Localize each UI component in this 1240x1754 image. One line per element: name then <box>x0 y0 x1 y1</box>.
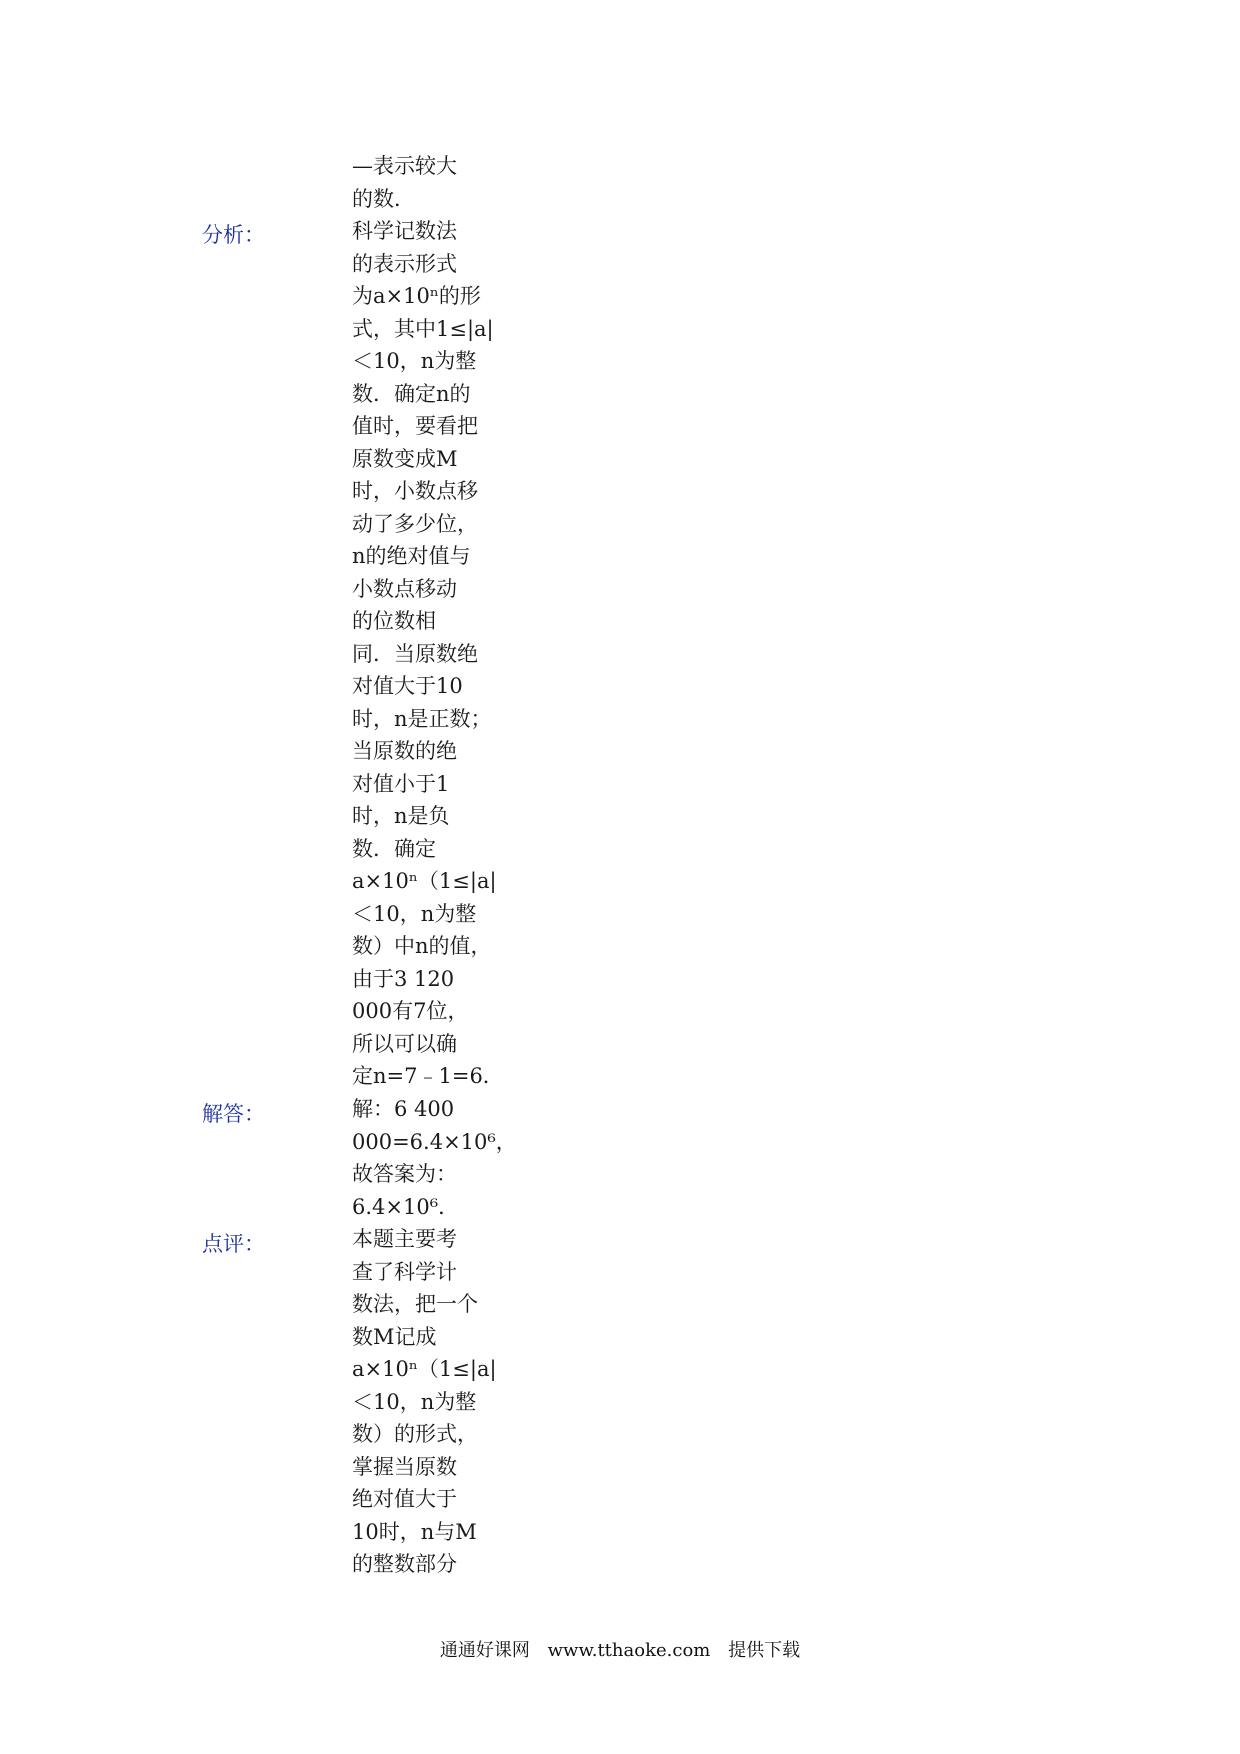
text-line: 掌握当原数 <box>352 1454 457 1479</box>
text-line: 同．当原数绝 <box>352 641 478 666</box>
text-line: 故答案为： <box>352 1162 457 1186</box>
text-line: 动了多少位， <box>352 511 478 536</box>
text-line: 000有7位， <box>352 999 469 1023</box>
text-line: 000=6.4×10⁶， <box>352 1129 517 1154</box>
text-line: 数．确定n的 <box>352 381 471 406</box>
text-line: 对值大于10 <box>352 674 463 698</box>
analysis-label: 分析： <box>202 223 265 247</box>
text-line: 科学记数法 <box>352 219 457 243</box>
text-line: 数）中n的值， <box>352 934 492 958</box>
text-line: 数）的形式， <box>352 1422 478 1446</box>
text-line: 数．确定 <box>352 836 436 861</box>
answer-label: 解答： <box>202 1102 265 1126</box>
text-line: a×10ⁿ（1≤|a| <box>352 869 497 893</box>
text-line: 所以可以确 <box>352 1031 457 1056</box>
text-line: 定n=7﹣1=6． <box>352 1064 504 1088</box>
text-line: 由于3 120 <box>352 966 455 991</box>
answer-block <box>352 1093 517 1223</box>
text-line: 时，n是正数； <box>352 706 492 731</box>
comment-label: 点评： <box>202 1232 265 1256</box>
text-line: ＜10，n为整 <box>352 349 477 373</box>
text-line: 6.4×10⁶． <box>352 1194 460 1219</box>
text-line: ＜10，n为整 <box>352 1389 477 1414</box>
text-line: 本题主要考 <box>352 1227 457 1251</box>
text-line: 式，其中1≤|a| <box>352 316 494 341</box>
text-line: 的位数相 <box>352 609 436 633</box>
text-line: 的整数部分 <box>352 1552 457 1576</box>
text-line: 的数． <box>352 186 415 211</box>
text-line: 原数变成M <box>352 446 458 471</box>
text-line: 当原数的绝 <box>352 739 457 763</box>
footer-suffix: 提供下载 <box>728 1640 801 1661</box>
footer-url[interactable]: www.tthaoke.com <box>547 1640 711 1661</box>
text-line: 10时，n与M <box>352 1519 477 1544</box>
text-line: n的绝对值与 <box>352 544 471 568</box>
text-line: 绝对值大于 <box>352 1487 457 1511</box>
text-line: —表示较大 <box>352 154 457 178</box>
text-line: 数M记成 <box>352 1324 437 1349</box>
text-line: 小数点移动 <box>352 576 457 601</box>
text-line: 数法，把一个 <box>352 1292 478 1316</box>
text-line: 解：6 400 <box>352 1097 455 1121</box>
text-line: 对值小于1 <box>352 771 450 796</box>
text-line: 值时，要看把 <box>352 414 478 438</box>
comment-block <box>352 1223 497 1581</box>
page-footer <box>0 1636 1240 1662</box>
text-line: 时，小数点移 <box>352 479 478 503</box>
text-line: 查了科学计 <box>352 1259 457 1284</box>
analysis-block <box>352 215 504 1093</box>
text-line: a×10ⁿ（1≤|a| <box>352 1357 497 1381</box>
text-line: ＜10，n为整 <box>352 901 477 926</box>
text-line: 时，n是负 <box>352 804 450 828</box>
footer-site-name: 通通好课网 <box>439 1640 530 1661</box>
intro-block <box>352 150 492 215</box>
text-line: 为a×10ⁿ的形 <box>352 284 481 308</box>
text-line: 的表示形式 <box>352 251 457 276</box>
